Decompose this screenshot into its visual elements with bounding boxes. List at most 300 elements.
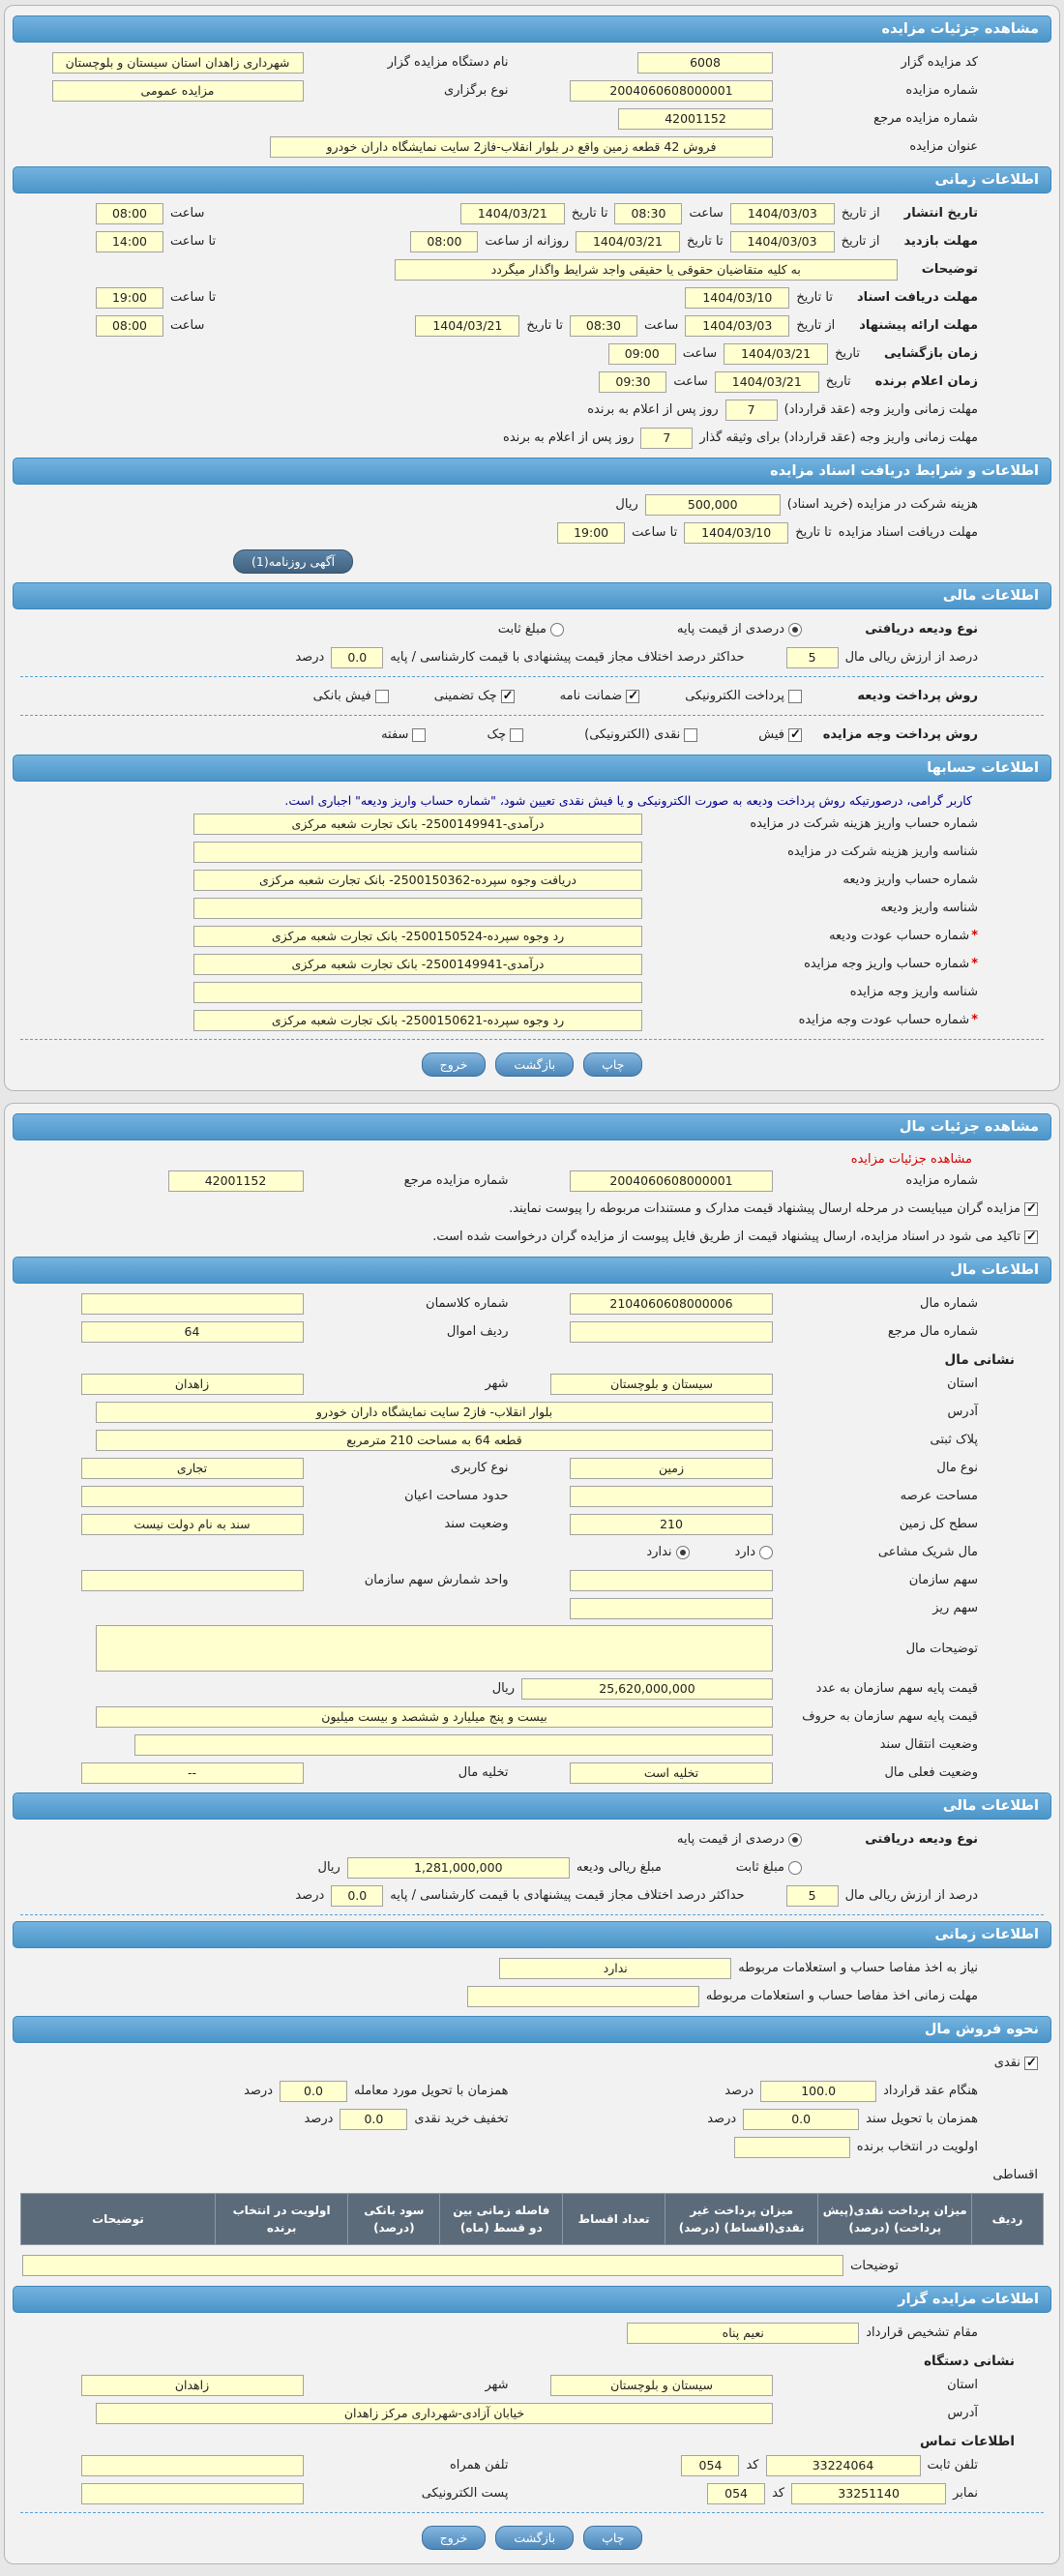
deposit-type-percent-radio[interactable]: [788, 623, 802, 637]
asset-ref-input[interactable]: [570, 1321, 773, 1343]
visit-from-date-label: از تاریخ: [841, 234, 880, 249]
section-title-asset-info: اطلاعات مال: [950, 1262, 1039, 1278]
fax-input[interactable]: [791, 2483, 946, 2504]
shared-ownership-no-label: ندارد: [646, 1545, 672, 1559]
row-asset-land-deed: [11, 1510, 1053, 1538]
asset-land-area-label: مساحت عرصه: [900, 1489, 978, 1503]
asset-auction-ref-input[interactable]: [168, 1170, 304, 1192]
publish-period-group: [460, 203, 978, 224]
section-bar-sale-method: [13, 2016, 1051, 2043]
payment-method-cash-checkbox[interactable]: [684, 728, 697, 742]
publish-to-hour-label: ساعت: [170, 206, 205, 221]
visit-to-hour-group: [96, 231, 216, 252]
print-button[interactable]: چاپ: [583, 1052, 642, 1077]
auctioneer-org-input[interactable]: [52, 52, 304, 74]
asset-address-input[interactable]: [96, 1402, 773, 1423]
docs-to-hour-group: [96, 287, 216, 309]
organizer-province-label: استان: [947, 2378, 978, 2392]
base-price-words-input[interactable]: [96, 1706, 773, 1728]
section-title-auction-details: مشاهده جزئیات مزایده: [881, 21, 1039, 37]
row-auction-title: [11, 133, 1053, 161]
row-clearance-deadline: [11, 1982, 1053, 2010]
payment-deadline-suffix: روز پس از اعلام به برنده: [587, 402, 719, 417]
organizer-address-input[interactable]: [96, 2403, 773, 2424]
attachment-required-option[interactable]: [509, 1201, 1038, 1216]
offer-label: مهلت ارائه پیشنهاد: [859, 318, 978, 333]
deposit-method-certified-check-checkbox[interactable]: [501, 690, 515, 703]
auction-details-card: [4, 5, 1060, 1091]
clearance-need-input[interactable]: [499, 1958, 731, 1979]
shared-ownership-no-option[interactable]: [646, 1545, 689, 1559]
deposit-method-electronic-checkbox[interactable]: [788, 690, 802, 703]
col-row-number: ردیف: [972, 2194, 1044, 2245]
section-bar-asset-info: [13, 1257, 1051, 1284]
deposit-type-percent-label: درصدی از قیمت پایه: [677, 622, 784, 637]
section-title-organizer: اطلاعات مزایده گزار: [898, 2292, 1039, 2307]
asset-deposit-type-label: نوع ودیعه دریافتی: [865, 1832, 978, 1847]
payment-method-slip-label: فیش: [758, 727, 784, 742]
asset-deed-status-input[interactable]: [81, 1514, 304, 1535]
opening-label: زمان بازگشایی: [884, 346, 978, 361]
account-deposit-input[interactable]: [193, 870, 642, 891]
fax-code-input[interactable]: [707, 2483, 765, 2504]
attachment-required-label: مزایده گران میبایست در مرحله ارسال پیشنهاد قیمت مدارک و مستندات مربوطه را پیوست نمایند.: [509, 1201, 1020, 1216]
account-auction-payment-label: * شماره حساب واریز وجه مزایده: [649, 957, 978, 971]
winner-date-label: تاریخ: [825, 374, 851, 389]
docs-receive-to-hour-label: تا ساعت: [632, 525, 678, 540]
row-account-auction-payment: [11, 950, 1053, 978]
exit-button[interactable]: خروج: [422, 2526, 487, 2550]
section-title-asset-details: مشاهده جزئیات مال: [899, 1119, 1039, 1135]
shared-ownership-label: مال شریک مشاعی: [877, 1545, 978, 1559]
visit-from-date-input[interactable]: [730, 231, 835, 252]
payment-method-check-checkbox[interactable]: [510, 728, 523, 742]
payment-method-slip-checkbox[interactable]: [788, 728, 802, 742]
section-bar-financial: [13, 582, 1051, 609]
offer-to-date-input[interactable]: [415, 315, 519, 337]
card2-buttons: [11, 2518, 1053, 2552]
account-auction-payment-id-label: شناسه واریز وجه مزایده: [849, 985, 978, 999]
section-bar-organizer: [13, 2286, 1051, 2313]
organizer-address-header: نشانی دستگاه: [924, 2354, 1015, 2369]
email-label: پست الکترونیکی: [421, 2486, 509, 2501]
required-asterisk: [969, 1013, 978, 1027]
asset-auction-ref-label: شماره مزایده مرجع: [403, 1173, 509, 1188]
docs-to-date-label: تا تاریخ: [796, 290, 833, 305]
offer-from-hour-input[interactable]: [570, 315, 637, 337]
field-evacuation: [45, 1762, 509, 1784]
field-email: [45, 2483, 509, 2504]
field-asset-building-area: [45, 1486, 509, 1507]
price-file-required-checkbox[interactable]: [1024, 1230, 1038, 1244]
row-account-auction-return: [11, 1006, 1053, 1034]
email-input[interactable]: [81, 2483, 304, 2504]
auction-title-label: عنوان مزایده: [909, 139, 978, 154]
docs-receive-date-input[interactable]: [684, 522, 788, 544]
payment-deadline-guarantor-suffix: روز پس از اعلام به برنده: [503, 430, 635, 445]
deposit-method-guarantee-label: ضمانت نامه: [559, 689, 623, 703]
row-timing-notes: [11, 255, 1053, 283]
payment-method-promissory-label: سفته: [381, 727, 409, 742]
row-participation-fee: [11, 490, 1053, 518]
current-status-label: وضعیت فعلی مال: [884, 1765, 978, 1780]
deed-percent-input[interactable]: [743, 2109, 859, 2130]
asset-row-label: ردیف اموال: [446, 1324, 509, 1339]
deed-transfer-input[interactable]: [134, 1734, 773, 1756]
max-diff-label: حداکثر درصد اختلاف مجاز قیمت پیشنهادی با قیمت کارشناسی / پایه: [390, 650, 745, 665]
asset-usage-input[interactable]: [81, 1458, 304, 1479]
shared-ownership-yes-label: دارد: [734, 1545, 755, 1559]
row-deed-transfer: [11, 1731, 1053, 1759]
installment-table: [20, 2193, 1044, 2245]
deposit-method-guarantee-checkbox[interactable]: [626, 690, 639, 703]
row-phone-mobile: [11, 2451, 1053, 2479]
deposit-method-bank-slip[interactable]: [313, 689, 389, 703]
visit-to-date-input[interactable]: [576, 231, 680, 252]
winner-date-input[interactable]: [715, 371, 819, 393]
asset-type-label: نوع مال: [936, 1461, 978, 1475]
shared-ownership-no-radio[interactable]: [676, 1546, 690, 1559]
row-current-status: [11, 1759, 1053, 1787]
row-price-file-required: [11, 1223, 1053, 1251]
asset-city-input[interactable]: [81, 1374, 304, 1395]
publish-to-hour-input[interactable]: [96, 203, 163, 224]
exit-button[interactable]: خروج: [422, 1052, 487, 1077]
field-asset-auction-ref: [45, 1170, 509, 1192]
payment-method-cash[interactable]: [584, 727, 697, 742]
opening-hour-input[interactable]: [608, 343, 676, 365]
row-account-auction-payment-id: [11, 978, 1053, 1006]
row-clearance-need: [11, 1954, 1053, 1982]
col-bank-interest: سود بانکی (درصد): [348, 2194, 440, 2245]
row-payment-deadline: [11, 396, 1053, 424]
discount-percent-label: تخفیف خرید نقدی: [414, 2112, 509, 2126]
account-auction-payment-input[interactable]: [193, 954, 642, 975]
deposit-methods-label: روش پرداخت ودیعه: [857, 689, 978, 703]
row-account-deposit-id: [11, 894, 1053, 922]
row-account-deposit-return: [11, 922, 1053, 950]
row-contract-delivery: [11, 2077, 1053, 2105]
sub-share-input[interactable]: [570, 1598, 773, 1619]
landline-input[interactable]: [766, 2455, 921, 2476]
dashed-separator: [20, 2512, 1044, 2513]
sale-description-input[interactable]: [22, 2255, 843, 2276]
current-status-input[interactable]: [570, 1762, 773, 1784]
account-fee-id-label: شناسه واریز هزینه شرکت در مزایده: [787, 844, 978, 859]
visit-from-hour-input[interactable]: [410, 231, 478, 252]
section-title-asset-financial: اطلاعات مالی: [942, 1798, 1039, 1814]
organizer-city-input[interactable]: [81, 2375, 304, 2396]
opening-hour-label: ساعت: [682, 346, 718, 361]
asset-deposit-percent-label: درصدی از قیمت پایه: [677, 1832, 784, 1847]
field-mobile: [45, 2455, 509, 2476]
account-auction-return-label: * شماره حساب عودت وجه مزایده: [649, 1013, 978, 1027]
field-landline: [516, 2455, 979, 2476]
asset-max-diff-input[interactable]: [331, 1885, 383, 1907]
back-button[interactable]: بازگشت: [495, 2526, 574, 2550]
price-file-required-label: تاکید می شود در اسناد مزایده، ارسال پیشنهاد قیمت از طریق فایل پیوست از مزایده گران درخواست شده است.: [432, 1229, 1020, 1244]
col-description: توضیحات: [21, 2194, 216, 2245]
publish-to-date-input[interactable]: [460, 203, 565, 224]
dashed-separator: [20, 1914, 1044, 1915]
evacuation-input[interactable]: [81, 1762, 304, 1784]
section-bar-docs-conditions: [13, 458, 1051, 485]
docs-deadline-label: مهلت دریافت اسناد: [856, 290, 978, 305]
asset-total-land-label: سطح کل زمین: [899, 1517, 978, 1531]
account-fee-deposit-input[interactable]: [193, 814, 642, 835]
delivery-percent-unit: درصد: [244, 2084, 273, 2098]
back-button[interactable]: بازگشت: [495, 1052, 574, 1077]
org-share-unit-label: واحد شمارش سهم سازمان: [364, 1573, 509, 1587]
base-price-words-label: قیمت پایه سهم سازمان به حروف: [802, 1709, 978, 1724]
asset-province-input[interactable]: [550, 1374, 773, 1395]
contract-percent-unit: درصد: [724, 2084, 754, 2098]
deed-percent-unit: درصد: [707, 2112, 737, 2126]
field-asset-number: [516, 1293, 979, 1315]
offer-from-date-input[interactable]: [685, 315, 789, 337]
timing-notes-input[interactable]: [395, 259, 898, 281]
winner-hour-input[interactable]: [599, 371, 666, 393]
delivery-percent-input[interactable]: [280, 2081, 347, 2102]
payment-method-promissory[interactable]: [381, 727, 426, 742]
asset-land-area-input[interactable]: [570, 1486, 773, 1507]
col-installment-count: تعداد اقساط: [563, 2194, 665, 2245]
price-file-required-option[interactable]: [432, 1229, 1038, 1244]
installment-table-header-row: [21, 2194, 1044, 2245]
auction-ref-input[interactable]: [618, 108, 773, 130]
organizer-contact-header: اطلاعات تماس: [920, 2434, 1015, 2449]
deposit-percent-label: درصد از ارزش ریالی مال: [844, 650, 978, 665]
section-bar-asset-details: [13, 1113, 1051, 1140]
col-noncash-payment-percent: میزان پرداخت غیر نقدی(اقساط) (درصد): [665, 2194, 818, 2245]
contract-authority-label: مقام تشخیص قرارداد: [866, 2325, 978, 2340]
auction-number-input[interactable]: [570, 80, 773, 102]
asset-deposit-fixed-option[interactable]: [736, 1860, 802, 1875]
newspaper-ad-button[interactable]: آگهی روزنامه(1): [233, 549, 353, 574]
asset-auction-number-input[interactable]: [570, 1170, 773, 1192]
cash-sale-checkbox[interactable]: [1024, 2057, 1038, 2070]
discount-percent-input[interactable]: [340, 2109, 407, 2130]
asset-description-input[interactable]: [96, 1625, 773, 1672]
field-organizer-city: [45, 2375, 509, 2396]
asset-deed-status-label: وضعیت سند: [444, 1517, 509, 1531]
deposit-type-percent-option[interactable]: [677, 622, 802, 637]
deposit-type-fixed-option[interactable]: [498, 622, 564, 637]
publish-to-date-label: تا تاریخ: [571, 206, 608, 221]
base-price-unit: ریال: [491, 1681, 515, 1696]
payment-deadline-guarantor-days-input[interactable]: [640, 428, 693, 449]
row-sub-share: [11, 1594, 1053, 1622]
col-installment-interval: فاصله زمانی بین دو قسط (ماه): [440, 2194, 563, 2245]
deposit-method-guarantee[interactable]: [560, 689, 640, 703]
asset-plate-label: پلاک ثبتی: [930, 1433, 978, 1447]
sub-share-label: سهم ریز: [932, 1601, 978, 1615]
org-share-unit-input[interactable]: [81, 1570, 304, 1591]
account-fee-id-input[interactable]: [193, 842, 642, 863]
row-opening-time: [11, 340, 1053, 368]
asset-deposit-fixed-radio[interactable]: [788, 1861, 802, 1875]
clearance-deadline-input[interactable]: [467, 1986, 699, 2007]
asset-description-label: توضیحات مال: [905, 1641, 978, 1656]
base-price-input[interactable]: [521, 1678, 773, 1700]
publish-from-date-input[interactable]: [730, 203, 835, 224]
landline-code-input[interactable]: [681, 2455, 739, 2476]
payment-method-check[interactable]: [487, 727, 523, 742]
col-winner-priority: اولویت در انتخاب برنده: [215, 2194, 347, 2245]
row-publish-period: [11, 199, 1053, 227]
organizer-city-label: شهر: [485, 2378, 509, 2392]
field-organizer-province: [516, 2375, 979, 2396]
opening-date-input[interactable]: [724, 343, 828, 365]
field-org-share: [516, 1570, 979, 1591]
max-diff-input[interactable]: [331, 647, 383, 668]
deposit-type-fixed-label: مبلغ ثابت: [497, 622, 547, 637]
winner-priority-input[interactable]: [734, 2137, 850, 2158]
payment-methods-label: روش پرداخت وجه مزایده: [822, 727, 978, 742]
account-deposit-label: شماره حساب واریز ودیعه: [842, 873, 978, 887]
org-share-label: سهم سازمان: [908, 1573, 978, 1587]
row-visit-period: [11, 227, 1053, 255]
asset-max-diff-label: حداکثر درصد اختلاف مجاز قیمت پیشنهادی با قیمت کارشناسی / پایه: [390, 1888, 745, 1903]
auction-title-input[interactable]: [270, 136, 773, 158]
fax-label: نمابر: [953, 2486, 978, 2501]
mobile-label: تلفن همراه: [450, 2458, 509, 2472]
contract-percent-label: هنگام عقد قرارداد: [883, 2084, 978, 2098]
payment-deadline-guarantor-label: مهلت زمانی واریز وجه (عقد قرارداد) برای وثیقه گذار: [699, 430, 978, 445]
deposit-type-fixed-radio[interactable]: [550, 623, 564, 637]
visit-period-group: [410, 231, 978, 252]
deposit-amount-input[interactable]: [347, 1857, 570, 1879]
account-auction-payment-id-input[interactable]: [193, 982, 642, 1003]
contract-percent-input[interactable]: [760, 2081, 876, 2102]
section-title-financial: اطلاعات مالی: [942, 588, 1039, 604]
offer-to-hour-input[interactable]: [96, 315, 163, 337]
organizer-province-input[interactable]: [550, 2375, 773, 2396]
row-payment-deadline-guarantor: [11, 424, 1053, 452]
row-base-price-words: [11, 1703, 1053, 1731]
field-classification-number: [45, 1293, 509, 1315]
row-sale-description: [11, 2249, 1053, 2280]
cash-sale-option[interactable]: [994, 2056, 1038, 2070]
deposit-method-certified-check[interactable]: [434, 689, 515, 703]
asset-province-label: استان: [947, 1377, 978, 1391]
deposit-method-electronic[interactable]: [685, 689, 802, 703]
mobile-input[interactable]: [81, 2455, 304, 2476]
row-organizer-province-city: [11, 2371, 1053, 2399]
asset-percent-label: درصد از ارزش ریالی مال: [844, 1888, 978, 1903]
classification-number-input[interactable]: [81, 1293, 304, 1315]
asset-type-input[interactable]: [570, 1458, 773, 1479]
asset-usage-label: نوع کاربری: [450, 1461, 509, 1475]
payment-method-check-label: چک: [487, 727, 507, 742]
docs-to-hour-input[interactable]: [96, 287, 163, 309]
payment-method-slip[interactable]: [758, 727, 802, 742]
col-cash-payment-percent: میزان پرداخت نقدی(پیش پرداخت) (درصد): [818, 2194, 972, 2245]
asset-deposit-percent-radio[interactable]: [788, 1833, 802, 1847]
docs-receive-hour-input[interactable]: [557, 522, 625, 544]
row-asset-deposit-type: [11, 1825, 1053, 1853]
account-deposit-return-input[interactable]: [193, 926, 642, 947]
deposit-method-electronic-label: پرداخت الکترونیکی: [685, 689, 784, 703]
row-asset-address: [11, 1398, 1053, 1426]
offer-to-hour-group: [96, 315, 204, 337]
row-account-deposit: [11, 866, 1053, 894]
shared-ownership-yes-radio[interactable]: [759, 1546, 773, 1559]
organizer-address-label: آدرس: [947, 2406, 978, 2420]
participation-fee-input[interactable]: [645, 494, 781, 516]
asset-row-input[interactable]: [81, 1321, 304, 1343]
publish-from-hour-input[interactable]: [614, 203, 682, 224]
installment-label: اقساطی: [992, 2168, 1038, 2182]
required-asterisk: [969, 929, 978, 943]
account-deposit-id-input[interactable]: [193, 898, 642, 919]
offer-to-date-label: تا تاریخ: [526, 318, 563, 333]
row-asset-number: [11, 1289, 1053, 1318]
row-auction-ref: [11, 104, 1053, 133]
visit-to-hour-label: تا ساعت: [170, 234, 217, 249]
asset-plate-input[interactable]: [96, 1430, 773, 1451]
account-auction-return-input[interactable]: [193, 1010, 642, 1031]
row-auctioneer: [11, 48, 1053, 76]
deposit-percent-input[interactable]: [786, 647, 839, 668]
opening-date-label: تاریخ: [835, 346, 860, 361]
deposit-method-certified-check-label: چک تضمینی: [433, 689, 497, 703]
section-title-accounts: اطلاعات حسابها: [927, 760, 1039, 776]
auction-type-input[interactable]: [52, 80, 304, 102]
deposit-method-bank-slip-label: فیش بانکی: [312, 689, 371, 703]
field-asset-province: [516, 1374, 979, 1395]
view-auction-details-link[interactable]: مشاهده جزئیات مزایده: [850, 1152, 972, 1167]
section-bar-asset-financial: [13, 1792, 1051, 1820]
field-asset-deed-status: [45, 1514, 509, 1535]
docs-to-date-input[interactable]: [685, 287, 789, 309]
asset-percent-input[interactable]: [786, 1885, 839, 1907]
print-button[interactable]: چاپ: [583, 2526, 642, 2550]
asset-number-input[interactable]: [570, 1293, 773, 1315]
deposit-amount-label: مبلغ ریالی ودیعه: [576, 1860, 662, 1875]
publish-to-hour-group: [96, 203, 204, 224]
auctioneer-code-input[interactable]: [637, 52, 773, 74]
row-asset-areas: [11, 1482, 1053, 1510]
winner-hour-label: ساعت: [673, 374, 708, 389]
deposit-method-bank-slip-checkbox[interactable]: [375, 690, 389, 703]
row-fax-email: [11, 2479, 1053, 2507]
attachment-required-checkbox[interactable]: [1024, 1202, 1038, 1216]
asset-total-land-input[interactable]: [570, 1514, 773, 1535]
payment-deadline-days-input[interactable]: [725, 400, 778, 421]
asset-building-area-label: حدود مساحت اعیان: [404, 1489, 509, 1503]
row-asset-type-usage: [11, 1454, 1053, 1482]
shared-ownership-yes-option[interactable]: [735, 1545, 773, 1559]
row-newspaper-ad: [11, 547, 1053, 577]
row-auction-number: [11, 76, 1053, 104]
field-asset-ref: [516, 1321, 979, 1343]
payment-method-promissory-checkbox[interactable]: [412, 728, 426, 742]
contract-authority-input[interactable]: [627, 2323, 859, 2344]
publish-label: تاریخ انتشار: [903, 206, 978, 221]
row-asset-ref: [11, 1318, 1053, 1346]
payment-method-cash-label: نقدی (الکترونیکی): [584, 727, 681, 742]
field-auction-type: [45, 80, 509, 102]
asset-deposit-percent-option[interactable]: [677, 1832, 802, 1847]
asset-building-area-input[interactable]: [81, 1486, 304, 1507]
org-share-input[interactable]: [570, 1570, 773, 1591]
docs-to-hour-label: تا ساعت: [170, 290, 217, 305]
participation-fee-unit: ریال: [615, 497, 638, 512]
field-delivery-percent: [45, 2081, 509, 2102]
visit-to-hour-input[interactable]: [96, 231, 163, 252]
field-asset-city: [45, 1374, 509, 1395]
